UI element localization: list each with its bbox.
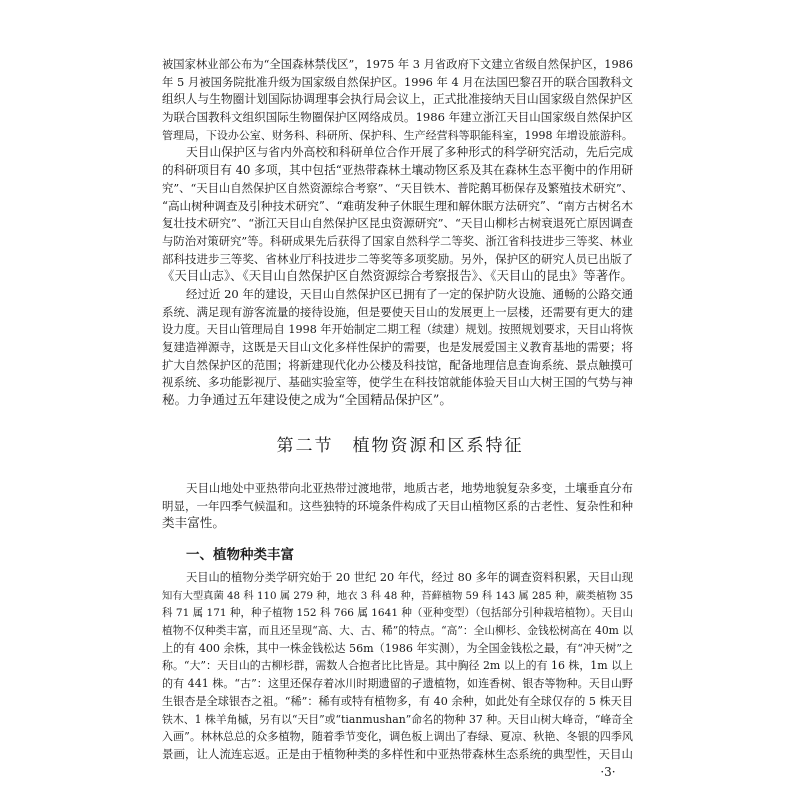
text-line-content: 复壮技术研究”、“浙江天目山自然保护区昆虫资源研究”、“天目山柳杉古树衰退死亡原因调查 [162,216,634,231]
text-line [162,586,633,604]
text-line [162,126,633,144]
body-text-block-3 [162,568,633,763]
text-line [162,674,633,692]
text-line-content: “高山树种调查及引种技术研究”、“难萌发种子休眠生理和解休眠方法研究”、“南方古树名木 [162,198,633,213]
text-line [162,621,633,639]
text-line-content: 知有大型真菌 48 科 110 属 279 种，地衣 3 科 48 种，苔藓植物 59 科 143 属 285 种，蕨类植物 35 [162,589,633,602]
text-line-content: 入画”。林林总总的众多植物，随着季节变化，调色板上调出了春绿、夏凉、秋艳、冬银的四季风 [162,730,633,744]
text-line [162,391,633,409]
text-line-content: 究”、“天目山自然保护区自然资源综合考察”、“天目铁木、普陀鹅耳枥保存及繁殖技术研究”、 [162,180,633,195]
text-line-content: 天目山的植物分类学研究始于 20 世纪 20 年代，经过 80 多年的调查资料积累，天目山现 [186,571,633,584]
text-line-content: 上的有 400 余株，其中一株金钱松达 56m（1986 年实测），为全国金钱松之最，有“冲天树”之 [162,641,634,655]
text-line-content: 的科研项目有 40 多项，其中包括“亚热带森林土壤动物区系及其在森林生态平衡中的作用研 [162,163,633,178]
text-line-content: 扩大自然保护区的范围；将新建现代化办公楼及科技馆，配备地理信息查询系统、景点触摸可 [162,357,633,372]
text-line [162,356,633,374]
text-line [162,479,633,497]
text-line [162,232,633,250]
text-line [162,320,633,338]
page-number: ·3· [600,765,616,779]
text-line-content: 系统、满足现有游客流量的接待设施，但是要使天目山的发展更上一层楼，还需要有更大的建 [162,304,633,319]
text-line-content: 铁木、1 株羊角槭，另有以“天目”或“tianmushan”命名的物种 37 种。天目山树大峰奇，“峰奇全 [162,712,633,726]
text-line-content: 年 5 月被国务院批准升级为国家级自然保护区。1996 年 4 月在法国巴黎召开的联合国教科文 [162,74,633,89]
body-text-block-1 [162,55,633,409]
text-line-content: 经过近 20 年的建设，天目山自然保护区已拥有了一定的保护防火设施、通畅的公路交通 [186,286,633,301]
text-line-content: 复建造禅源寺，这既是天目山文化多样性保护的需要，也是发展爱国主义教育基地的需要；将 [162,340,633,354]
text-line-content: 《天目山志》、《天目山自然保护区自然资源综合考察报告》、《天目山的昆虫》等著作。 [162,268,633,284]
paragraph [162,479,633,532]
paragraph [162,568,633,763]
text-line [162,73,633,91]
text-line-content: 与防治对策研究”等。科研成果先后获得了国家自然科学二等奖、浙江省科技进步三等奖、林业 [162,233,633,248]
text-line-content: 植物不仅种类丰富，而且还呈现“高、大、古、稀”的特点。“高”：全山柳杉、金钱松树高在 40m 以 [162,624,634,638]
text-line [162,568,633,586]
text-line-content: 生银杏是全球银杏之祖。“稀”：稀有或特有植物多，有 40 余种，如此处有全球仅存的 5 株天目 [162,694,634,708]
text-line-content: 景画，让人流连忘返。正是由于植物种类的多样性和中亚热带森林生态系统的典型性，天目山 [162,746,633,761]
text-line-content: 称。“大”：天目山的古柳杉群，需数人合抱者比比皆是。其中胸径 2m 以上的有 16 株，1m 以上 [162,659,633,673]
text-line [162,108,633,126]
text-line-content: 组织人与生物圈计划国际协调理事会执行局会议上，正式批准接纳天目山国家级自然保护区 [162,92,633,107]
body-text-block-2 [162,479,633,532]
paragraph [162,143,633,285]
text-line-content: 明显，一年四季气候温和。这些独特的环境条件构成了天目山植物区系的古老性、复杂性和种 [162,498,633,513]
subsection-heading: 一、植物种类丰富 [186,547,294,563]
text-line [162,497,633,515]
text-line [162,55,633,73]
text-line-content: 天目山地处中亚热带向北亚热带过渡地带，地质古老，地势地貌复杂多变，土壤垂直分布 [186,481,633,495]
text-line [162,161,633,179]
text-line-content: 的有 441 株。“古”：这里还保存着冰川时期遗留的孑遗植物，如连香树、银杏等物种。天目山野 [162,677,633,691]
text-line [162,639,633,657]
text-line [162,710,633,728]
text-line [162,603,633,621]
text-line [162,373,633,391]
paragraph [162,285,633,409]
text-line [162,285,633,303]
text-line-content: 秘。力争通过五年建设使之成为“全国精品保护区”。 [162,392,452,408]
text-line-content: 科 71 属 171 种，种子植物 152 科 766 属 1641 种（亚种变型）（包括部分引种栽培植物）。天目山 [162,607,634,620]
text-line [162,514,633,532]
text-line [162,267,633,285]
text-line [162,338,633,356]
text-line [162,197,633,215]
paragraph [162,55,633,143]
text-line [162,656,633,674]
text-line [162,214,633,232]
text-line [162,727,633,745]
text-line [162,303,633,321]
text-line-content: 管理局，下设办公室、财务科、科研所、保护科、生产经营科等职能科室，1998 年增设旅游科。 [162,128,633,142]
text-line [162,745,633,763]
text-line [162,90,633,108]
section-heading: 第二节 植物资源和区系特征 [276,436,524,456]
text-line [162,250,633,268]
text-line-content: 视系统、多功能影视厅、基础实验室等，使学生在科技馆就能体验天目山大树王国的气势与神 [162,375,633,390]
text-line [162,692,633,710]
text-line-content: 天目山保护区与省内外高校和科研单位合作开展了多种形式的科学研究活动，先后完成 [186,145,634,160]
text-line-content: 为联合国教科文组织国际生物圈保护区网络成员。1986 年建立浙江天目山国家级自然保护区 [162,110,634,125]
text-line-content: 被国家林业部公布为“全国森林禁伐区”，1975 年 3 月省政府下文建立省级自然保护区，1986 [162,58,634,71]
text-line-content: 部科技进步三等奖、省林业厅科技进步二等奖等多项奖励。另外，保护区的研究人员已出版了 [162,251,633,266]
text-line-content: 类丰富性。 [162,515,225,531]
text-line-content: 设力度。天目山管理局自 1998 年开始制定二期工程（续建）规划。按照规划要求，天目山将恢 [162,323,633,337]
text-line [162,143,633,161]
text-line [162,179,633,197]
